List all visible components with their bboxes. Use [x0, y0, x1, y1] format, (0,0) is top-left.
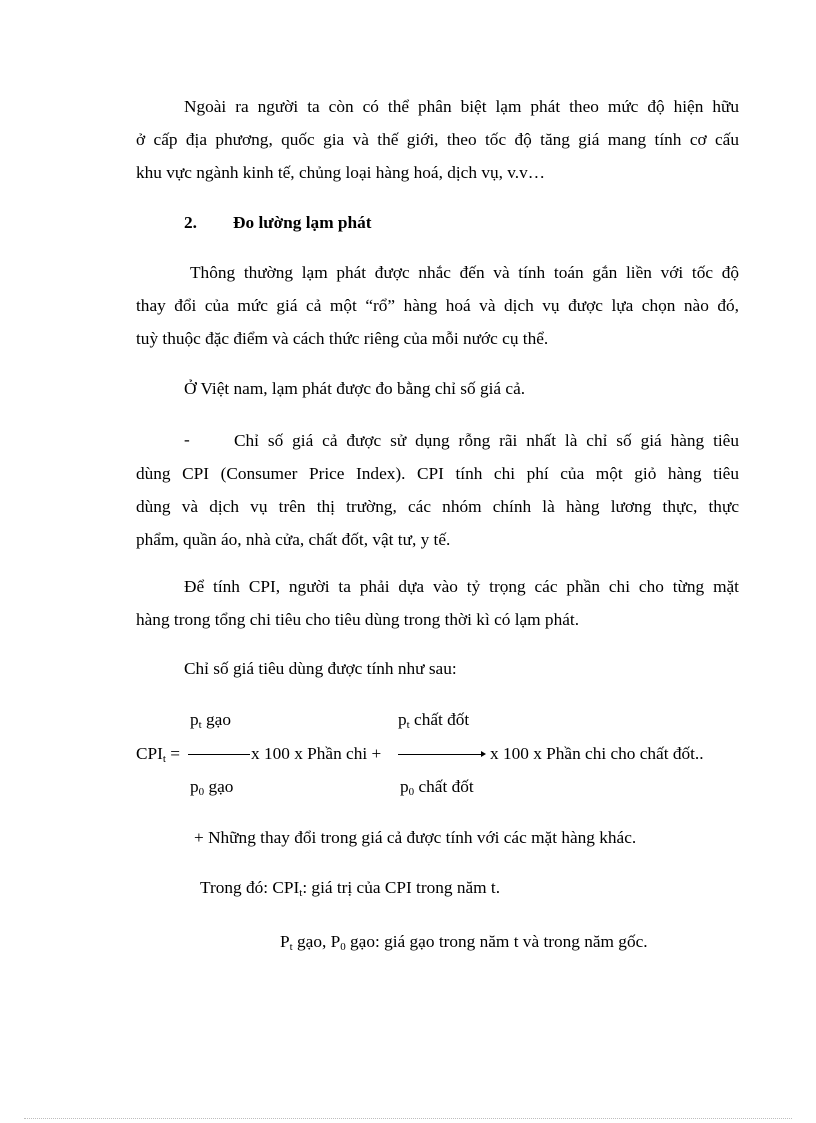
- paragraph-2-line-3: tuỳ thuộc đặc điểm và cách thức riêng của mỗi nước cụ thể.: [136, 329, 549, 348]
- paragraph-5-line-1: Để tính CPI, người ta phải dựa vào tỷ trọng các phần chi cho từng mặt: [184, 577, 739, 596]
- paragraph-2: [136, 256, 739, 355]
- paragraph-1-line-1: Ngoài ra người ta còn có thể phân biệt lạm phát theo mức độ hiện hữu: [184, 97, 739, 116]
- formula-middle-2: x 100 x Phần chi cho chất đốt..: [490, 744, 704, 763]
- formula-numerator-2: $p_t$ chất đốt: [398, 710, 470, 731]
- note-price-definition: $P_t$ gạo, $P_0$ gạo: giá gạo trong năm t và trong năm gốc.: [280, 932, 648, 953]
- paragraph-4-line-2: dùng CPI (Consumer Price Index). CPI tính chi phí của một giỏ hàng tiêu: [136, 464, 739, 483]
- section-title: Đo lường lạm phát: [233, 213, 372, 232]
- page-bottom-divider: [24, 1118, 792, 1119]
- paragraph-4-line-1: Chỉ số giá cả được sử dụng rỗng rãi nhất là chỉ số giá hàng tiêu: [234, 431, 739, 450]
- fraction-bar-arrow-icon: [481, 751, 486, 757]
- paragraph-1-line-3: khu vực ngành kinh tế, chủng loại hàng hoá, dịch vụ, v.v…: [136, 163, 545, 182]
- note-other-items: + Những thay đổi trong giá cả được tính với các mặt hàng khác.: [194, 828, 637, 847]
- note-cpi-definition: Trong đó: $CPI_t$: giá trị của CPI trong năm t.: [200, 878, 501, 899]
- formula-middle-1: x 100 x Phần chi +: [251, 744, 382, 763]
- paragraph-4-line-3: dùng và dịch vụ trên thị trường, các nhóm chính là hàng lương thực, thực: [136, 497, 739, 516]
- paragraph-5-line-2: hàng trong tổng chi tiêu cho tiêu dùng trong thời kì có lạm phát.: [136, 610, 580, 629]
- paragraph-4-line-4: phẩm, quần áo, nhà cửa, chất đốt, vật tư, y tế.: [136, 530, 451, 549]
- bullet-dash: -: [184, 430, 190, 449]
- formula-denominator-2: $p_0$ chất đốt: [400, 777, 474, 798]
- paragraph-4: [136, 424, 739, 556]
- paragraph-2-line-2: thay đổi của mức giá cả một “rổ” hàng hoá và dịch vụ được lựa chọn nào đó,: [136, 296, 739, 315]
- fraction-bar-2: [398, 754, 483, 755]
- paragraph-2-line-1: Thông thường lạm phát được nhắc đến và tính toán gắn liền với tốc độ: [190, 263, 739, 282]
- formula-denominator-1: $p_0$ gạo: [190, 777, 234, 798]
- paragraph-3: Ở Việt nam, lạm phát được đo bằng chỉ số giá cả.: [184, 379, 526, 398]
- section-heading: [184, 209, 372, 237]
- section-number: 2.: [184, 213, 197, 232]
- formula-numerator-1: $p_t$ gạo: [190, 710, 231, 731]
- paragraph-1: [136, 90, 739, 189]
- paragraph-6: Chỉ số giá tiêu dùng được tính như sau:: [184, 659, 457, 678]
- fraction-bar-1: [188, 754, 250, 755]
- paragraph-1-line-2: ở cấp địa phương, quốc gia và thế giới, theo tốc độ tăng giá mang tính cơ cấu: [136, 130, 739, 149]
- formula-lhs: $CPI_t$ =: [136, 744, 181, 765]
- paragraph-5: [136, 570, 739, 636]
